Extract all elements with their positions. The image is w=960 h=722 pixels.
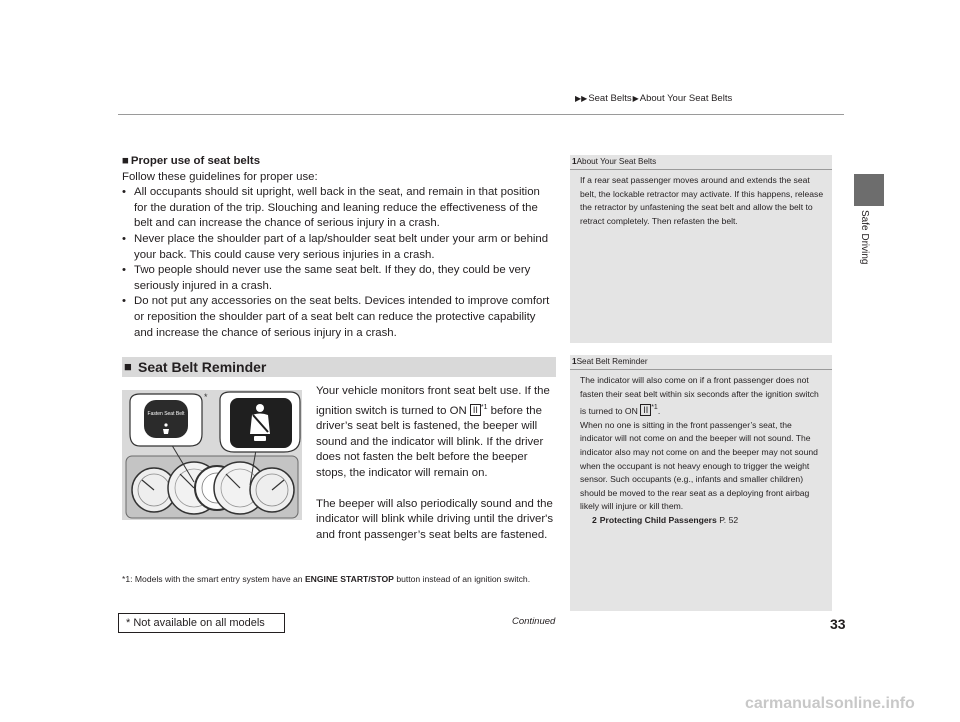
reference-arrow-icon: 2 (592, 514, 597, 525)
list-item: • Do not put any accessories on the seat belts. Devices intended to improve comfort or reposition the shoulder part of a seat belt can reduce the protective capability and increase the chance of serious injury in a crash. (122, 294, 556, 341)
breadcrumb (574, 93, 732, 104)
fasten-seatbelt-gauge-text: Fasten Seat Belt (147, 411, 185, 417)
list-item: • Never place the shoulder part of a lap/shoulder seat belt under your arm or behind your back. This could cause very serious injuries in a crash. (122, 232, 556, 263)
side-note-body: The indicator will also come on if a front passenger does not fasten their seat belt within six seconds after the ignition switch is turned to ON II $^{*1}$. When no one is sitting in the front passenger’s seat, the indicator will not come on and the beeper will not sound. The indicator also may not come on and the beeper may not sound when the occupant is not heavy enough to trigger the weight sensor. Such occupants (e.g., infants and smaller children) should be moved to the rear seat as a deploying front airbag likely will injure or kill them. 2 Protecting Child Passengers P. 52 (580, 375, 819, 525)
page-number: 33 (830, 616, 846, 632)
footnote-ref: *1 (651, 404, 658, 412)
asterisk-mark: * (204, 392, 208, 402)
reminder-title: Seat Belt Reminder (138, 359, 267, 375)
ignition-on-key-icon: II (640, 404, 651, 416)
side-note-rule (570, 369, 832, 370)
breadcrumb-arrow-icon: ▶ (632, 94, 639, 103)
cross-reference-link[interactable]: 2 Protecting Child Passengers P. 52 (592, 514, 739, 525)
reminder-heading (122, 357, 556, 377)
section-tab-marker (854, 174, 884, 206)
note-number-icon: 1 (572, 157, 577, 166)
breadcrumb-about[interactable]: About Your Seat Belts (639, 93, 733, 104)
section-tab-label (848, 210, 892, 290)
side-note-heading: 1About Your Seat Belts (572, 157, 657, 166)
section-tab-text: Safe Driving (859, 210, 870, 265)
reminder-paragraph-2: The beeper will also periodically sound and the indicator will blink while driving until the driver's and front passenger’s seat belts are fastened. (316, 497, 554, 541)
side-note-heading: 1Seat Belt Reminder (572, 357, 648, 366)
side-note-rule (570, 169, 832, 170)
footnote-ref: *1 (480, 403, 488, 411)
list-item: • Two people should never use the same seat belt. If they do, they could be very seriously injured in a crash. (122, 263, 556, 294)
instrument-cluster-illustration (122, 390, 302, 520)
reminder-paragraph-1: Your vehicle monitors front seat belt use. If the ignition switch is turned to ON II $^{*1}$ before the driver’s seat belt is fastened, the beeper will sound and the indicator will blink. If the driver does not fasten the belt before the beeper stops, the indicator will remain on. (316, 385, 550, 479)
square-bullet-icon: ■ (124, 359, 132, 374)
models-note: * Not available on all models (118, 613, 285, 633)
list-item: • All occupants should sit upright, well back in the seat, and remain in that position for the duration of the trip. Slouching and leaning reduce the effectiveness of the belt and can increase the chance of serious injury in a crash. (122, 185, 556, 232)
header-rule (118, 114, 844, 115)
square-bullet-icon: ■ (122, 155, 129, 167)
ignition-on-key-icon: II (470, 404, 481, 416)
note-number-icon: 1 (572, 357, 577, 366)
watermark: carmanualsonline.info (745, 695, 915, 712)
proper-use-section (122, 154, 556, 341)
side-note-body: If a rear seat passenger moves around and extends the seat belt, the lockable retractor may activate. If this happens, release the retractor by unfastening the seat belt and allow the belt to retract completely. Then refasten the belt. (580, 175, 824, 226)
proper-use-list (122, 185, 556, 341)
proper-use-title: ■ Proper use of seat belts (122, 155, 261, 167)
continued-label: Continued (512, 616, 556, 627)
engine-start-stop-label: ENGINE START/STOP (304, 574, 394, 584)
breadcrumb-seat-belts[interactable]: Seat Belts (588, 93, 632, 104)
side-note-about-seat-belts (570, 155, 832, 343)
breadcrumb-arrow-icon: ▶▶ (575, 94, 588, 103)
footnote: *1: Models with the smart entry system have an ENGINE START/STOP button instead of an ignition switch. (122, 574, 531, 584)
side-note-seat-belt-reminder (570, 355, 832, 611)
reminder-body (316, 384, 558, 558)
proper-use-intro: Follow these guidelines for proper use: (122, 170, 318, 183)
